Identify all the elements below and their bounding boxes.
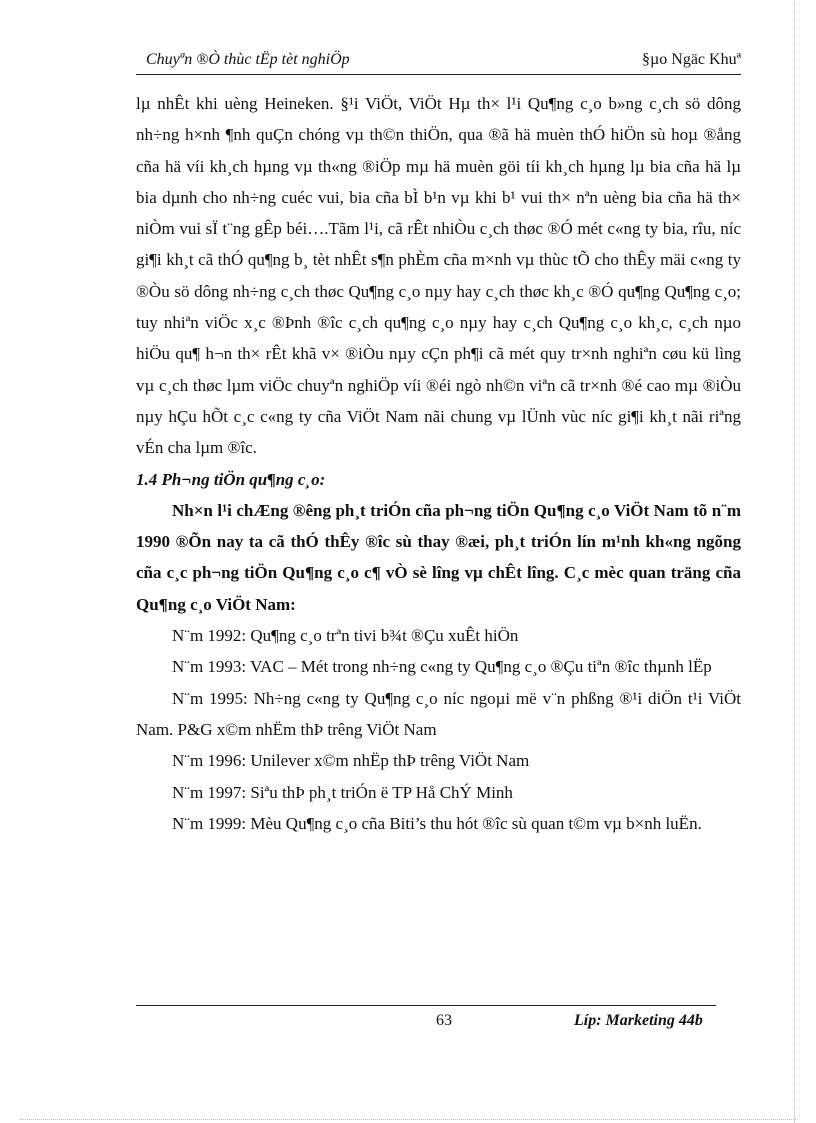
section-heading: 1.4 Ph¬ng tiÖn qu¶ng c¸o: <box>136 469 326 489</box>
page-number: 63 <box>436 1012 452 1029</box>
header-author: §µo Ngäc Khuª <box>642 51 741 68</box>
header-title: Chuyªn ®Ò thùc tËp tèt nghiÖp <box>146 51 350 68</box>
page-edge-right <box>794 0 795 1123</box>
page-edge-bottom <box>20 1119 796 1120</box>
milestone-1999: N¨m 1999: Mèu Qu¶ng c¸o cña Biti’s thu hót ®îc sù quan t©m vµ b×nh luËn. <box>172 813 702 833</box>
section-intro: Nh×n l¹i chÆng ®êng ph¸t triÓn cña ph¬ng tiÖn Qu¶ng c¸o ViÖt Nam tõ n¨m 1990 ®Õn nay ta cã thÓ thÊy ®îc sù thay ®æi, ph¸t triÓn lín m¹nh kh«ng ngõng cña c¸c ph¬ng tiÖn Qu¶ng c¸o c¶ vÒ sè lîng vµ chÊt lîng. C¸c mèc quan träng cña Qu¶ng c¸o ViÖt Nam: <box>136 500 741 614</box>
milestone-1997: N¨m 1997: Siªu thÞ ph¸t triÓn ë TP Hå ChÝ Minh <box>172 782 513 802</box>
body-paragraph: lµ nhÊt khi uèng Heineken. §¹i ViÖt, ViÖt Hµ th× l¹i Qu¶ng c¸o b»ng c¸ch sö dông nh÷ng h×nh ¶nh quÇn chóng vµ th©n thiÖn, qua ®ã hä muèn thÓ hiÖn sù hoµ ®ång cña hä víi kh¸ch hµng vµ th«ng ®iÖp mµ hä muèn göi tíi kh¸ch hµng lµ bia cña hä lµ bia dµnh cho nh÷ng cuéc vui, bia cña bÌ b¹n vµ khi b¹ vui th× nªn uèng bia cña hä th× niÒm vui sÏ t¨ng gÊp béi….Tãm l¹i, cã rÊt nhiÒu c¸ch thøc ®Ó mét c«ng ty bia, rîu, níc gi¶i kh¸t cã thÓ qu¶ng b¸ tèt nhÊt s¶n phÈm cña m×nh vµ thùc tÕ cho thÊy mäi c«ng ty ®Òu sö dông nh÷ng c¸ch thøc Qu¶ng c¸o nµy hay c¸ch thøc kh¸c ®Ó qu¶ng Qu¶ng c¸o; tuy nhiªn viÖc x¸c ®Þnh ®îc c¸ch qu¶ng c¸o nµy hay c¸ch Qu¶ng c¸o kh¸c, c¸ch nµo hiÖu qu¶ h¬n th× rÊt khã v× ®iÒu nµy cÇn ph¶i cã mét quy tr×nh nghiªn cøu kü lìng vµ c¸ch thøc lµm viÖc chuyªn nghiÖp víi ®éi ngò nh©n viªn cã tr×nh ®é cao mµ ®iÒu nµy hÇu hÕt c¸c c«ng ty cña ViÖt Nam nãi chung vµ lÜnh vùc níc gi¶i kh¸t nãi riªng vÉn cha lµm ®îc. <box>136 94 741 458</box>
milestone-1996: N¨m 1996: Unilever x©m nhËp thÞ trêng ViÖt Nam <box>172 751 530 771</box>
page-header <box>136 48 741 75</box>
milestone-1995: N¨m 1995: Nh÷ng c«ng ty Qu¶ng c¸o níc ngoµi më v¨n phßng ®¹i diÖn t¹i ViÖt Nam. P&G x©m nhËm thÞ trêng ViÖt Nam <box>136 688 741 739</box>
class-label: Líp: Marketing 44b <box>574 1012 703 1029</box>
milestone-1993: N¨m 1993: VAC – Mét trong nh÷ng c«ng ty Qu¶ng c¸o ®Çu tiªn ®îc thµnh lËp <box>172 657 712 677</box>
page-body <box>136 88 741 839</box>
milestone-1992: N¨m 1992: Qu¶ng c¸o trªn tivi b¾t ®Çu xuÊt hiÖn <box>172 626 519 646</box>
footer-divider <box>136 1005 716 1006</box>
